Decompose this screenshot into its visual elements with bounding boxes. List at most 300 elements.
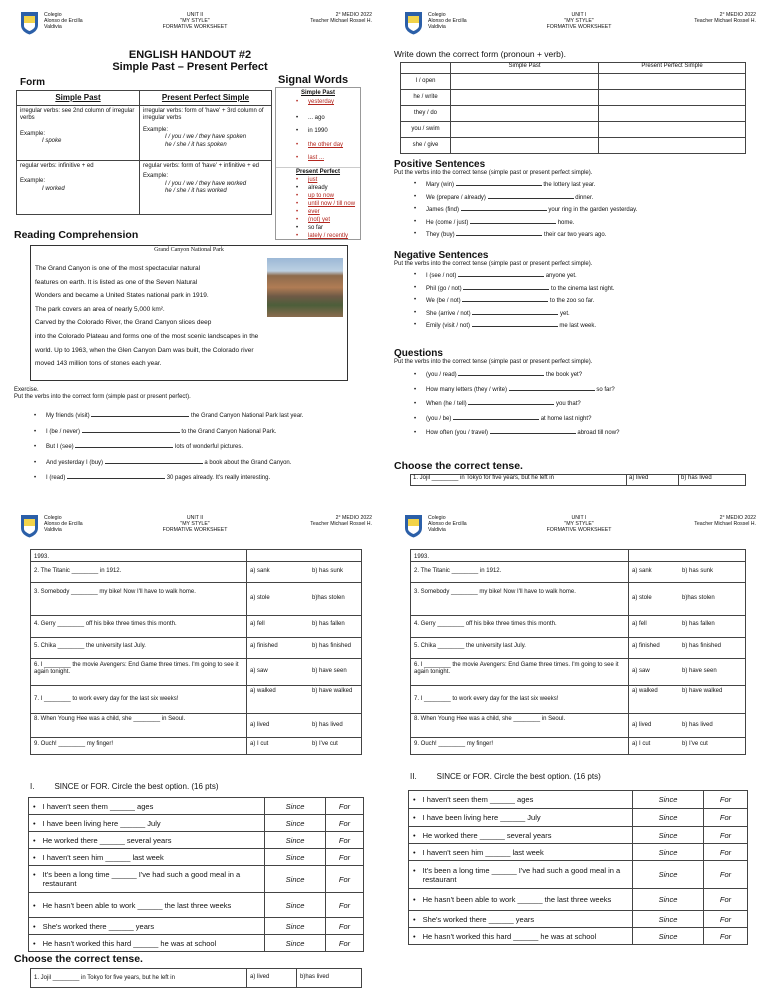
example-text: I spoke [42, 138, 62, 145]
section-number: I. [30, 782, 35, 791]
sentence-item [394, 270, 764, 282]
grand-canyon-photo [267, 258, 343, 317]
since-option[interactable]: Since [265, 893, 326, 918]
answer-blank[interactable] [472, 308, 558, 315]
example-text: he / she / it has worked [165, 188, 227, 195]
example-text: I / you / we / they have spoken [165, 134, 247, 141]
item-prompt: He (come / just) [426, 219, 469, 226]
since-option[interactable]: Since [633, 861, 704, 889]
section-instructions: Put the verbs into the correct tense (simple past or present perfect simple). [394, 359, 593, 365]
item-prompt: How often (you / travel) [426, 430, 489, 437]
reading-title: Reading Comprehension [14, 229, 139, 241]
item-rest: to the zoo so far. [549, 298, 595, 305]
option-a[interactable]: a) I cut [250, 741, 269, 747]
item-prompt: But I (see) [46, 444, 74, 450]
signal-sp-heading: Simple Past [300, 90, 335, 96]
item-rest: the Grand Canyon National Park last year. [191, 413, 304, 419]
since-option[interactable]: Since [265, 815, 326, 832]
page-3 [0, 503, 384, 1006]
worksheet-label: FORMATIVE WORKSHEET [162, 527, 228, 534]
tense-question: 5. Chika ________ the university last July. [31, 638, 247, 659]
item-prompt: Mary (win) [426, 182, 454, 189]
page-header [0, 10, 384, 38]
since-option[interactable]: Since [633, 791, 704, 809]
exercise-header [14, 387, 191, 402]
school-crest-icon [20, 11, 39, 35]
school-city: Valdivia [428, 24, 446, 31]
since-option[interactable]: Since [265, 832, 326, 849]
option-a[interactable]: a) lived [250, 721, 270, 728]
for-option[interactable]: For [326, 815, 364, 832]
option-a[interactable]: a) stole [632, 595, 652, 602]
signal-word: • lately / recently [276, 232, 360, 240]
answer-blank[interactable] [488, 192, 574, 199]
row-text: I haven't seen him ______ last week [42, 852, 164, 862]
teacher-name: Teacher Michael Rossel H. [694, 18, 756, 25]
since-for-table [408, 790, 748, 945]
form-cell: regular verbs: infinitive + ed [20, 163, 94, 169]
tense-question: 4. Gerry ________ off his bike three times this month. [411, 616, 629, 638]
passage-line: world. Up to 1963, when the Glen Canyon Dam was built, the Colorado river [35, 346, 254, 354]
choose-table [30, 968, 362, 988]
since-for-row: • I haven't seen him ______ last week [409, 844, 633, 861]
row-text: I haven't seen them ______ ages [42, 801, 154, 811]
since-option[interactable]: Since [633, 928, 704, 945]
option-a[interactable]: a) walked [632, 688, 658, 694]
item-prompt: My friends (visit) [46, 413, 90, 419]
tense-table [30, 549, 362, 755]
answer-blank[interactable] [82, 426, 180, 433]
page-4 [384, 503, 768, 1006]
example-text: I worked [42, 185, 65, 192]
since-for-row: • I haven't seen them ______ ages [409, 791, 633, 809]
option-b[interactable]: b) has finished [312, 643, 352, 649]
passage-line: Carved by the Colorado River, the Grand Canyon slices deep [35, 319, 212, 327]
row-label: you / swim [401, 122, 451, 138]
passage-line: moved 143 million tons of stones each year. [35, 360, 162, 368]
sentence-item [394, 229, 764, 241]
option-b[interactable]: b)has lived [297, 969, 362, 988]
tense-table [410, 549, 746, 755]
option-b[interactable]: b) has fallen [312, 621, 345, 627]
signal-sp-list [276, 97, 360, 164]
row-text: I have been living here ______ July [42, 818, 161, 828]
answer-cell[interactable] [451, 90, 599, 106]
example-label: Example: [20, 130, 46, 137]
row-text: She's worked there ______ years [42, 921, 155, 931]
item-rest: anyone yet. [545, 273, 577, 280]
option-b[interactable]: b) has sunk [682, 568, 714, 574]
exercise-item [14, 425, 374, 441]
since-for-row: • He hasn't been able to work ______ the last three weeks [29, 893, 265, 918]
since-for-row: • It's been a long time ______ I've had such a good meal in a restaurant [29, 866, 265, 893]
school-line2: Alonso de Ercilla [428, 521, 467, 528]
row-text: It's been a long time ______ I've had such a good meal in a restaurant [42, 870, 241, 888]
worksheet-label: FORMATIVE WORKSHEET [546, 24, 612, 31]
item-rest: yet. [560, 310, 570, 317]
school-line2: Alonso de Ercilla [44, 18, 83, 25]
school-name: Colegio [428, 515, 446, 521]
negative-section [394, 250, 764, 332]
row-text: I haven't seen him ______ last week [422, 847, 544, 857]
school-line2: Alonso de Ercilla [428, 18, 467, 25]
item-prompt: And yesterday I (buy) [46, 459, 104, 466]
choose-question: 1. Jojil ________ in Tokyo for five years, but he left in [411, 475, 627, 486]
tense-question: 5. Chika ________ the university last July. [411, 638, 629, 659]
sentence-item [394, 204, 764, 216]
handout-title: ENGLISH HANDOUT #2 [128, 49, 252, 61]
unit-label: UNIT II [186, 515, 204, 521]
since-option[interactable]: Since [633, 911, 704, 928]
section-instructions: Put the verbs into the correct tense (simple past or present perfect simple). [394, 170, 593, 176]
row-text: It's been a long time ______ I've had such a good meal in a restaurant [422, 865, 621, 884]
reading-box [30, 245, 348, 381]
worksheet-label: FORMATIVE WORKSHEET [546, 527, 612, 534]
answer-blank[interactable] [105, 457, 203, 464]
form-table [16, 90, 272, 215]
worksheet-label: FORMATIVE WORKSHEET [162, 24, 228, 31]
since-option[interactable]: Since [265, 935, 326, 952]
since-for-row: • I haven't seen him ______ last week [29, 849, 265, 866]
answer-blank[interactable] [458, 270, 544, 277]
handout-subtitle: Simple Past – Present Perfect [112, 61, 268, 73]
passage-line: The Grand Canyon is one of the most spectacular natural [35, 265, 201, 272]
since-for-row: • She's worked there ______ years [29, 918, 265, 935]
signal-word: • yesterday [276, 97, 360, 108]
page-header [384, 513, 768, 541]
page-header [384, 10, 768, 38]
item-prompt: I (see / not) [426, 273, 457, 280]
answer-cell[interactable] [599, 74, 746, 90]
for-option[interactable]: For [703, 928, 747, 945]
signal-words-title: Signal Words [278, 74, 349, 86]
tense-question: 8. When Young Hee was a child, she ________ in Seoul. [411, 714, 629, 738]
sentence-item [394, 397, 764, 412]
tense-question: 6. I ________ the movie Avengers: End Game three times. I'm going to see it again tonight. [31, 659, 247, 686]
item-rest: you that? [556, 401, 581, 408]
answer-blank[interactable] [458, 369, 544, 376]
option-b[interactable]: b) has lived [312, 721, 343, 728]
sentence-item [394, 383, 764, 398]
row-text: He hasn't worked this hard ______ he was at school [422, 931, 597, 941]
option-a[interactable]: a) lived [627, 475, 679, 486]
for-option[interactable]: For [703, 844, 747, 861]
answer-blank[interactable] [472, 320, 558, 327]
option-b[interactable]: b) have walked [312, 688, 353, 694]
for-option[interactable]: For [703, 827, 747, 844]
answer-blank[interactable] [456, 229, 542, 236]
answer-blank[interactable] [456, 179, 542, 186]
example-text: I / you / we / they have worked [165, 180, 247, 187]
school-city: Valdivia [44, 24, 62, 31]
for-option[interactable]: For [326, 893, 364, 918]
passage-line: Wonders and became a United States national park in 1919. [35, 292, 209, 300]
option-a[interactable]: a) lived [247, 969, 297, 988]
answer-blank[interactable] [461, 204, 547, 211]
option-b[interactable]: b) I've cut [682, 741, 708, 747]
tense-question: 9. Ouch! ________ my finger! [411, 738, 629, 755]
for-option[interactable]: For [326, 798, 364, 815]
signal-word: • just [276, 176, 360, 184]
since-option[interactable]: Since [633, 844, 704, 861]
since-option[interactable]: Since [265, 918, 326, 935]
since-option[interactable]: Since [265, 798, 326, 815]
sentence-item [394, 426, 764, 441]
option-a[interactable]: a) finished [250, 643, 278, 649]
signal-word: • ... ago [276, 113, 360, 124]
row-text: He hasn't worked this hard ______ he was at school [42, 938, 217, 948]
for-option[interactable]: For [326, 849, 364, 866]
example-text: he / she / it has spoken [165, 141, 227, 148]
present-perfect-header: Present Perfect Simple [140, 91, 272, 106]
option-b[interactable]: b) has lived [682, 721, 713, 728]
unit-subtitle: "MY STYLE" [564, 521, 594, 528]
choose-table [410, 474, 746, 486]
for-option[interactable]: For [703, 791, 747, 809]
passage-text [35, 262, 258, 371]
tense-question: 6. I ________ the movie Avengers: End Game three times. I'm going to see it again tonight. [411, 659, 629, 686]
positive-section [394, 159, 764, 241]
option-a[interactable]: a) sank [250, 568, 270, 574]
answer-blank[interactable] [75, 441, 173, 448]
tense-question: 1993. [31, 550, 247, 562]
row-text: He worked there ______ several years [422, 830, 552, 840]
exercise-item [14, 456, 374, 472]
row-text: He hasn't been able to work ______ the last three weeks [422, 895, 612, 904]
option-a[interactable]: a) fell [632, 621, 647, 627]
form-cell: irregular verbs: see 2nd column of irregular verbs [20, 108, 135, 122]
signal-word: • already [276, 184, 360, 192]
option-a[interactable]: a) finished [632, 643, 660, 649]
since-for-row: • It's been a long time ______ I've had such a good meal in a restaurant [409, 861, 633, 889]
item-prompt: James (find) [426, 207, 460, 214]
signal-word: • so far [276, 224, 360, 232]
item-prompt: How many letters (they / write) [426, 386, 508, 393]
since-for-row: • I haven't seen them ______ ages [29, 798, 265, 815]
item-prompt: We (prepare / already) [426, 194, 486, 201]
since-for-row: • I have been living here ______ July [29, 815, 265, 832]
item-rest: home. [557, 219, 575, 226]
negative-list [394, 270, 764, 332]
sentence-item [394, 179, 764, 191]
since-option[interactable]: Since [265, 849, 326, 866]
answer-cell[interactable] [451, 74, 599, 90]
school-crest-icon [20, 514, 39, 538]
sentence-item [394, 412, 764, 427]
unit-subtitle: "MY STYLE" [180, 521, 210, 528]
exercise-list [14, 409, 374, 487]
signal-word: • the other day [276, 140, 360, 151]
sentence-item [394, 283, 764, 295]
teacher-name: Teacher Michael Rossel H. [694, 521, 756, 528]
example-label: Example: [143, 126, 169, 133]
for-option[interactable]: For [703, 809, 747, 827]
option-a[interactable]: a) sank [632, 568, 652, 574]
unit-label: UNIT II [186, 12, 204, 18]
tense-question: 7. I ________ to work every day for the last six weeks! [411, 686, 629, 714]
passage-line: into the Colorado Plateau and forms one of the most scenic landscapes in the [35, 332, 259, 340]
for-option[interactable]: For [326, 918, 364, 935]
item-prompt: They (buy) [426, 232, 455, 239]
option-b[interactable]: b) has sunk [312, 568, 344, 574]
signal-word: • in 1990 [276, 126, 360, 137]
answer-cell[interactable] [451, 106, 599, 122]
option-a[interactable]: a) walked [250, 688, 276, 694]
answer-blank[interactable] [468, 398, 554, 405]
for-option[interactable]: For [703, 861, 747, 889]
answer-cell[interactable] [599, 122, 746, 138]
tense-question: 1993. [411, 550, 629, 562]
answer-cell[interactable] [451, 138, 599, 154]
answer-blank[interactable] [509, 384, 595, 391]
item-rest: me last week. [559, 323, 597, 330]
unit-label: UNIT I [571, 12, 587, 18]
page-header [0, 513, 384, 541]
signal-pp-heading: Present Perfect [276, 167, 360, 176]
item-rest: the lottery last year. [543, 182, 596, 189]
option-b[interactable]: b) have seen [682, 668, 717, 675]
item-rest: your ring in the garden yesterday. [548, 207, 638, 214]
teacher-name: Teacher Michael Rossel H. [310, 521, 372, 528]
since-for-row: • He worked there ______ several years [29, 832, 265, 849]
item-prompt: When (he / tell) [426, 401, 467, 408]
item-rest: to the cinema last night. [551, 285, 615, 292]
option-a[interactable]: a) lived [632, 721, 652, 728]
sentence-item [394, 295, 764, 307]
option-a[interactable]: a) stole [250, 595, 270, 602]
tense-question: 2. The Titanic ________ in 1912. [31, 562, 247, 583]
grade-label: 2° MEDIO 2022 [335, 12, 372, 18]
tense-question: 8. When Young Hee was a child, she ________ in Seoul. [31, 714, 247, 738]
school-name: Colegio [44, 12, 62, 18]
teacher-name: Teacher Michael Rossel H. [310, 18, 372, 25]
for-option[interactable]: For [326, 935, 364, 952]
simple-past-header: Simple Past [451, 63, 599, 74]
row-text: She's worked there ______ years [422, 914, 535, 924]
item-prompt: Emily (visit / not) [426, 323, 471, 330]
since-for-heading [30, 782, 219, 791]
example-label: Example: [143, 173, 169, 180]
for-option[interactable]: For [326, 832, 364, 849]
item-rest: a book about the Grand Canyon. [204, 459, 292, 466]
since-for-row: • He hasn't been able to work ______ the last three weeks [409, 889, 633, 911]
tense-question: 7. I ________ to work every day for the last six weeks! [31, 686, 247, 714]
since-for-row: • She's worked there ______ years [409, 911, 633, 928]
school-name: Colegio [428, 12, 446, 18]
item-rest: their car two years ago. [544, 232, 607, 239]
item-prompt: (you / read) [426, 372, 457, 379]
school-crest-icon [404, 11, 423, 35]
row-text: He worked there ______ several years [42, 835, 172, 845]
answer-blank[interactable] [490, 427, 576, 434]
section-title: SINCE or FOR. Circle the best option. (16 pts) [436, 772, 601, 781]
item-rest: to the Grand Canyon National Park. [181, 428, 277, 435]
signal-word: • ever [276, 208, 360, 216]
option-a[interactable]: a) saw [632, 668, 650, 675]
for-option[interactable]: For [703, 911, 747, 928]
tense-question: 3. Somebody ________ my bike! Now I'll have to walk home. [411, 583, 629, 616]
for-option[interactable]: For [326, 866, 364, 893]
option-b[interactable]: b) have walked [682, 688, 723, 694]
section-title: Questions [394, 348, 443, 359]
item-prompt: She (arrive / not) [426, 310, 471, 317]
page-1 [0, 0, 384, 503]
since-option[interactable]: Since [633, 827, 704, 844]
signal-pp-list [276, 176, 360, 240]
answer-cell[interactable] [599, 106, 746, 122]
option-b[interactable]: b) I've cut [312, 741, 338, 747]
school-crest-icon [404, 514, 423, 538]
answer-blank[interactable] [463, 283, 549, 290]
sentence-item [394, 368, 764, 383]
sentence-item [394, 192, 764, 204]
answer-blank[interactable] [470, 217, 556, 224]
since-for-row: • He worked there ______ several years [409, 827, 633, 844]
option-a[interactable]: a) fell [250, 621, 265, 627]
unit-subtitle: "MY STYLE" [564, 18, 594, 25]
option-b[interactable]: b) has finished [682, 643, 722, 649]
signal-word: • last ... [276, 153, 360, 164]
option-b[interactable]: b) has lived [679, 475, 746, 486]
form-cell: irregular verbs: form of 'have' + 3rd column of irregular verbs [143, 108, 264, 122]
sentence-item [394, 217, 764, 229]
unit-label: UNIT I [571, 515, 587, 521]
answer-cell[interactable] [599, 138, 746, 154]
option-a[interactable]: a) saw [250, 668, 268, 675]
item-rest: abroad till now? [577, 430, 620, 437]
section-title: Negative Sentences [394, 250, 489, 261]
sentence-item [394, 308, 764, 320]
unit-subtitle: "MY STYLE" [180, 18, 210, 25]
example-label: Example: [20, 178, 46, 185]
option-b[interactable]: b)has stolen [312, 595, 345, 602]
since-for-row: • He hasn't worked this hard ______ he was at school [29, 935, 265, 952]
since-option[interactable]: Since [265, 866, 326, 893]
option-b[interactable]: b)has stolen [682, 595, 715, 602]
tense-question: 4. Gerry ________ off his bike three times this month. [31, 616, 247, 638]
form-label: Form [20, 77, 45, 88]
row-label: they / do [401, 106, 451, 122]
row-text: I haven't seen them ______ ages [422, 795, 534, 804]
tense-question: 9. Ouch! ________ my finger! [31, 738, 247, 755]
answer-cell[interactable] [599, 90, 746, 106]
item-rest: so far? [596, 386, 615, 393]
passage-line: features on earth. It is listed as one of the Seven Natural [35, 278, 198, 286]
answer-blank[interactable] [91, 410, 189, 417]
item-prompt: I (be / never) [46, 428, 81, 435]
grade-label: 2° MEDIO 2022 [335, 515, 372, 521]
answer-blank[interactable] [67, 472, 165, 479]
answer-cell[interactable] [451, 122, 599, 138]
school-city: Valdivia [428, 527, 446, 534]
option-b[interactable]: b) have seen [312, 668, 347, 675]
option-b[interactable]: b) has fallen [682, 621, 715, 627]
since-option[interactable]: Since [633, 889, 704, 911]
section-number: II. [410, 772, 417, 781]
item-prompt: Phil (go / not) [426, 285, 462, 292]
answer-blank[interactable] [462, 295, 548, 302]
form-instructions: Write down the correct form (pronoun + verb). [394, 49, 567, 59]
since-option[interactable]: Since [633, 809, 704, 827]
option-a[interactable]: a) I cut [632, 741, 651, 747]
answer-blank[interactable] [453, 413, 539, 420]
simple-past-header: Simple Past [17, 91, 140, 106]
for-option[interactable]: For [703, 889, 747, 911]
questions-section [394, 348, 764, 441]
passage-line: The park covers an area of nearly 5,000 km². [35, 305, 165, 313]
section-title: Positive Sentences [394, 159, 486, 170]
since-for-table [28, 797, 364, 952]
